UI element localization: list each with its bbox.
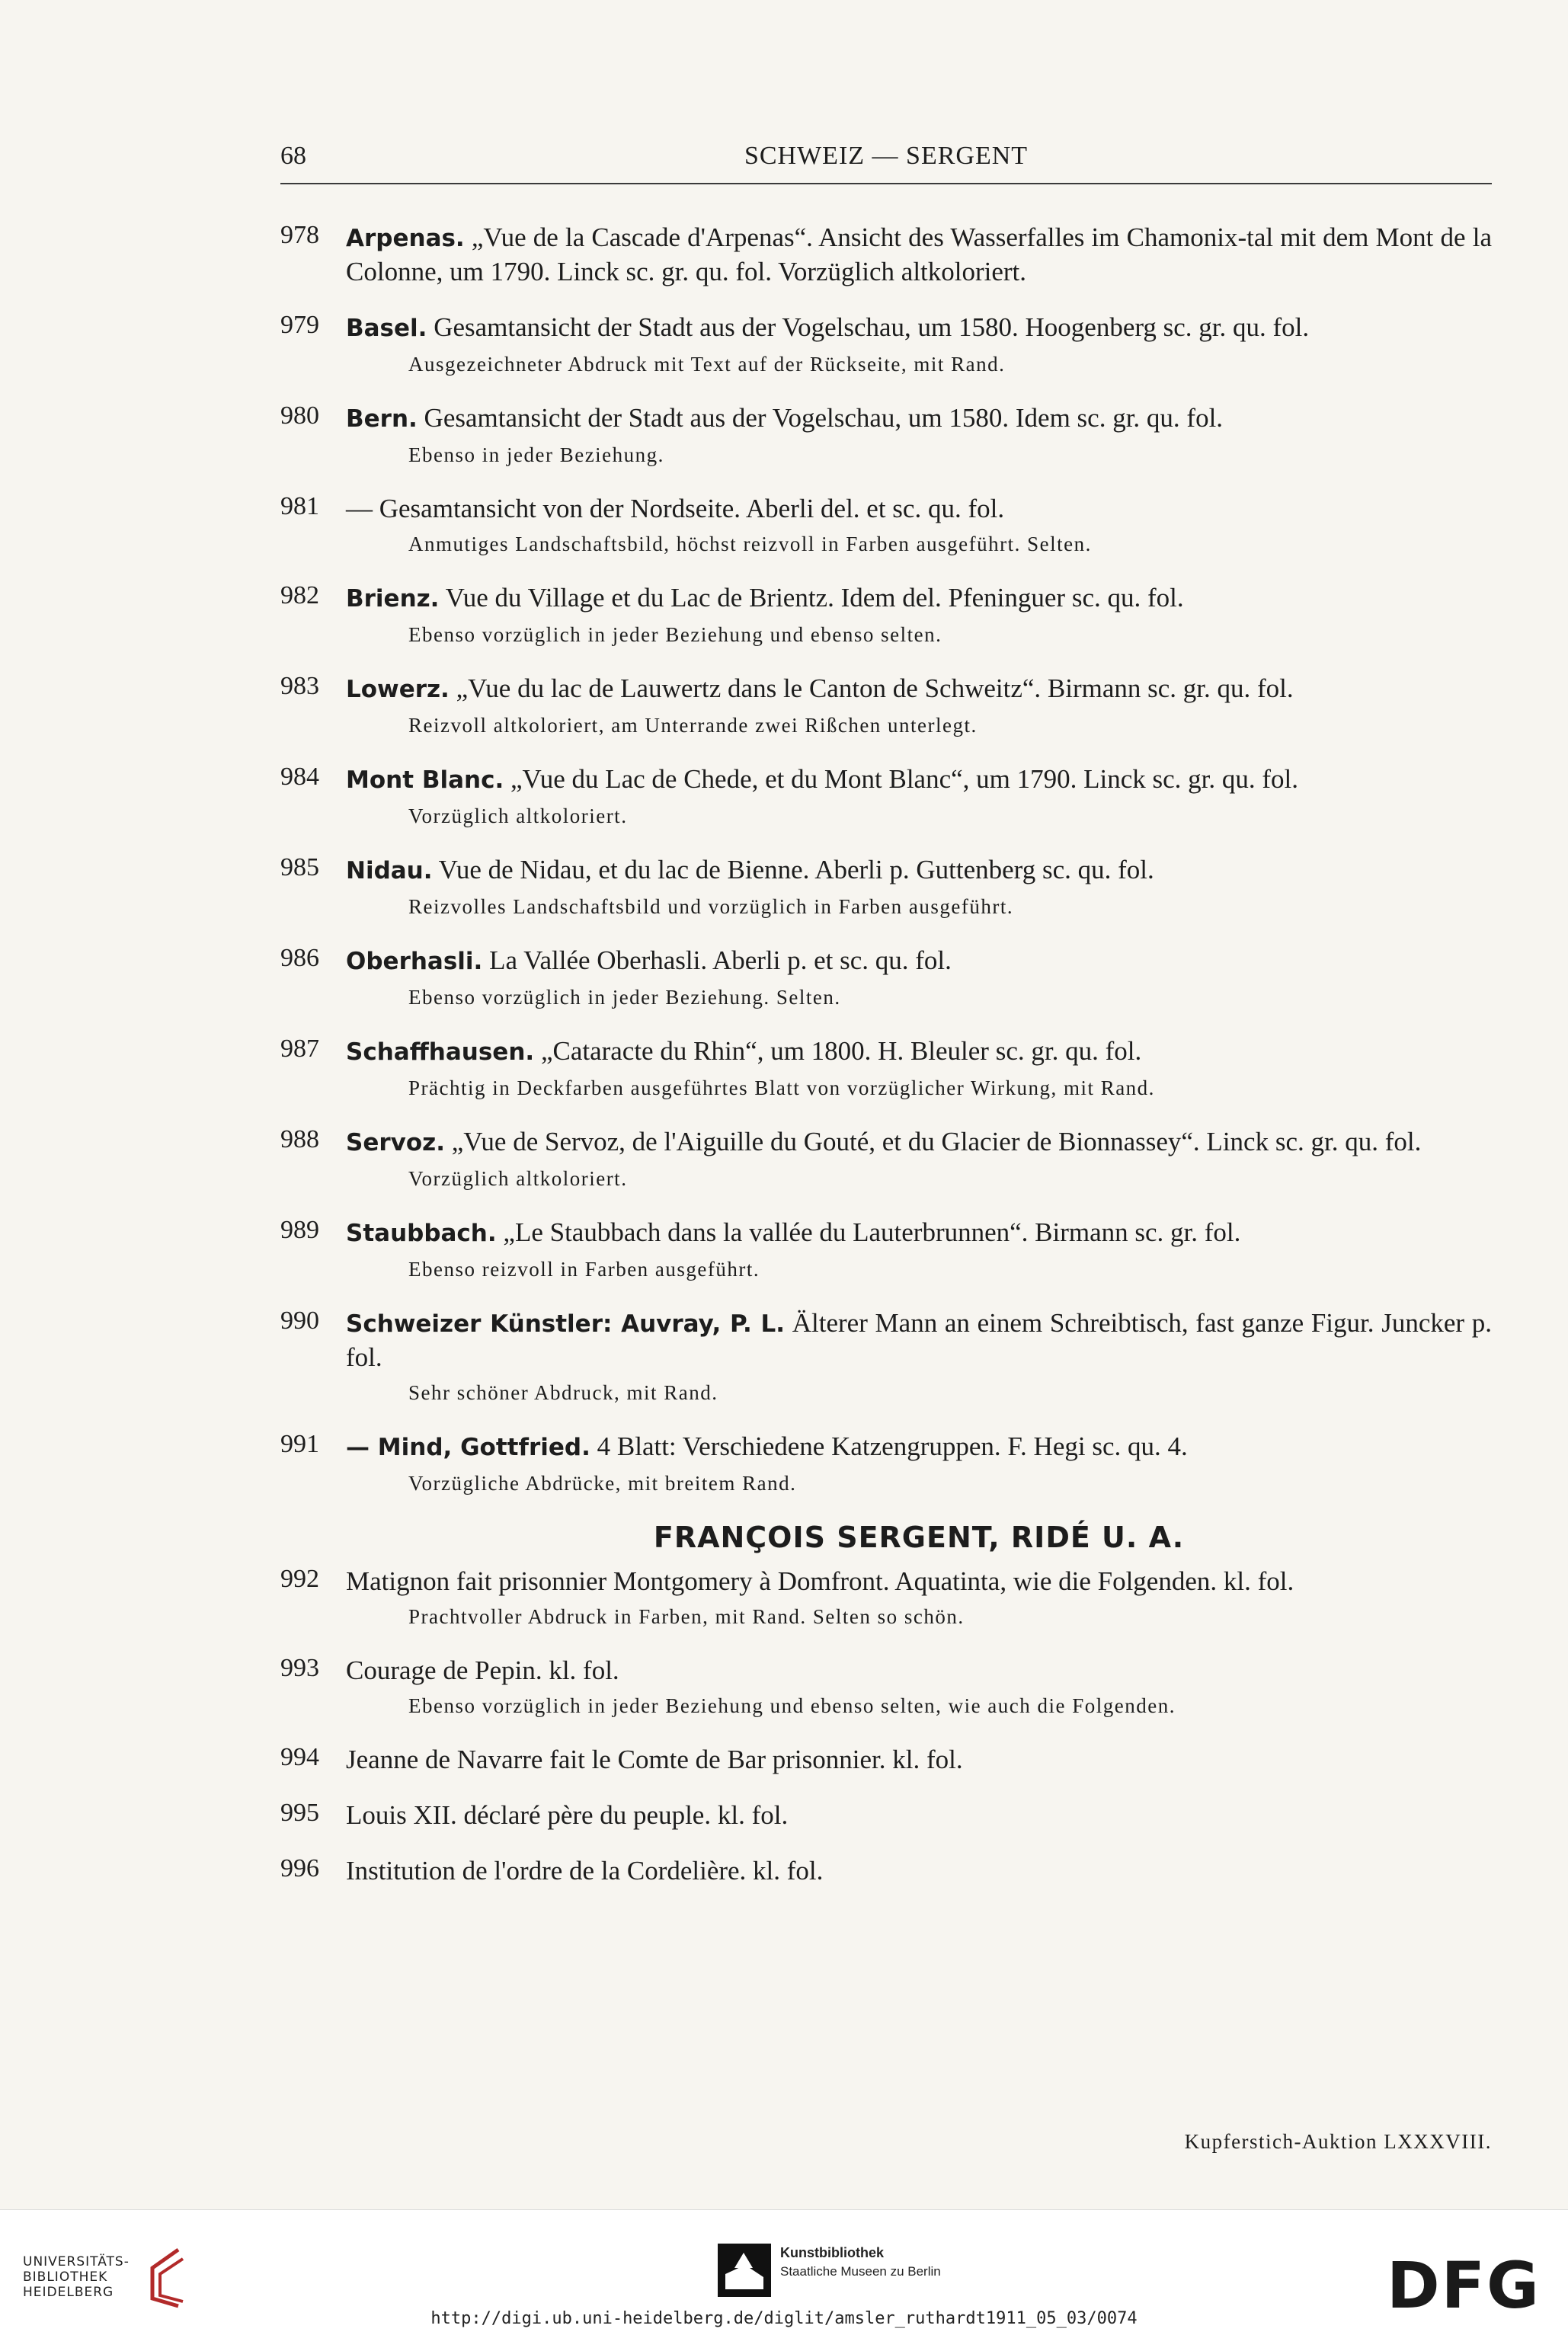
entry-number: 985 <box>280 853 319 881</box>
catalog-entry <box>280 672 1492 740</box>
entry-text: Älterer Mann an einem Schreibtisch, fast ganze Figur. Juncker p. fol. <box>346 1308 1492 1372</box>
entry-text: „Le Staubbach dans la vallée du Lauterbrunnen“. Birmann sc. gr. fol. <box>496 1217 1241 1247</box>
entry-keyword: Oberhasli. <box>346 948 483 975</box>
university-library-label <box>23 2254 130 2300</box>
page-header <box>280 142 1492 184</box>
entry-description <box>346 581 1492 616</box>
entry-description <box>346 311 1492 345</box>
entry-description <box>346 1035 1492 1069</box>
entry-note: Prächtig in Deckfarben ausgeführtes Blatt von vorzüglicher Wirkung, mit Rand. <box>408 1076 1155 1099</box>
entry-number: 992 <box>280 1565 319 1593</box>
entry-description <box>346 1799 1492 1831</box>
catalog-entry <box>280 1854 1492 1887</box>
entry-keyword: Nidau. <box>346 857 433 884</box>
entry-text: „Vue de Servoz, de l'Aiguille du Gouté, et du Glacier de Bionnassey“. Linck sc. gr. qu. fol. <box>444 1127 1422 1156</box>
kunstbibliothek-subtitle: Staatliche Museen zu Berlin <box>780 2264 941 2279</box>
entry-keyword: Arpenas. <box>346 225 465 252</box>
entry-description <box>346 1307 1492 1374</box>
entry-description <box>346 1743 1492 1776</box>
university-logo-icon <box>142 2245 187 2311</box>
entry-keyword: Bern. <box>346 405 418 433</box>
dfg-logo: DFG <box>1386 2248 1541 2323</box>
entry-text: „Vue de la Cascade d'Arpenas“. Ansicht des Wasserfalles im Chamonix-tal mit dem Mont de la Colonne, um 1790. Linck sc. gr. qu. fol. Vorzüglich altkoloriert. <box>346 222 1492 286</box>
entry-note: Ebenso vorzüglich in jeder Beziehung und ebenso selten. <box>408 623 942 646</box>
catalog-entry <box>280 1743 1492 1776</box>
entry-note: Ebenso in jeder Beziehung. <box>408 443 664 466</box>
university-line-1: UNIVERSITÄTS- <box>23 2254 130 2269</box>
catalog-entry <box>280 401 1492 469</box>
entry-note: Vorzüglich altkoloriert. <box>408 1167 628 1190</box>
entry-description <box>346 492 1492 525</box>
entry-text: „Vue du lac de Lauwertz dans le Canton de Schweitz“. Birmann sc. gr. qu. fol. <box>449 673 1294 703</box>
entry-text: La Vallée Oberhasli. Aberli p. et sc. qu. fol. <box>482 945 952 975</box>
entry-list <box>280 221 1492 1910</box>
catalog-entry <box>280 944 1492 1012</box>
entry-note: Ebenso vorzüglich in jeder Beziehung. Selten. <box>408 986 841 1009</box>
entry-keyword: Mont Blanc. <box>346 766 504 794</box>
entry-number: 987 <box>280 1035 319 1063</box>
entry-note: Ausgezeichneter Abdruck mit Text auf der Rückseite, mit Rand. <box>408 353 1006 376</box>
entry-keyword: Brienz. <box>346 585 440 613</box>
entry-text: Jeanne de Navarre fait le Comte de Bar prisonnier. kl. fol. <box>346 1745 963 1774</box>
entry-keyword: Lowerz. <box>346 676 450 703</box>
catalog-entry <box>280 1430 1492 1498</box>
entry-text: 4 Blatt: Verschiedene Katzengruppen. F. Hegi sc. qu. 4. <box>590 1431 1188 1461</box>
entry-number: 994 <box>280 1743 319 1771</box>
permalink-url[interactable]: http://digi.ub.uni-heidelberg.de/diglit/amsler_ruthardt1911_05_03/0074 <box>430 2309 1138 2328</box>
catalog-entry <box>280 311 1492 379</box>
entry-text: Institution de l'ordre de la Cordelière. kl. fol. <box>346 1856 824 1886</box>
entry-number: 990 <box>280 1307 319 1335</box>
entry-note: Sehr schöner Abdruck, mit Rand. <box>408 1381 718 1404</box>
entry-text: Vue du Village et du Lac de Brientz. Idem del. Pfeninguer sc. qu. fol. <box>439 583 1184 613</box>
catalog-entry <box>280 581 1492 649</box>
entry-text: Vue de Nidau, et du lac de Bienne. Aberli p. Guttenberg sc. qu. fol. <box>432 855 1154 884</box>
entry-note: Prachtvoller Abdruck in Farben, mit Rand. Selten so schön. <box>408 1605 965 1628</box>
entry-description <box>346 221 1492 288</box>
catalog-entry <box>280 1565 1492 1631</box>
entry-description <box>346 1125 1492 1160</box>
catalog-entry <box>280 853 1492 921</box>
entry-keyword: — Mind, Gottfried. <box>346 1434 590 1461</box>
catalog-entry <box>280 763 1492 830</box>
entry-description <box>346 853 1492 888</box>
entry-text: Gesamtansicht der Stadt aus der Vogelschau, um 1580. Idem sc. gr. qu. fol. <box>417 403 1224 433</box>
entry-text: Matignon fait prisonnier Montgomery à Domfront. Aquatinta, wie die Folgenden. kl. fol. <box>346 1566 1294 1596</box>
entry-description <box>346 1565 1492 1598</box>
entry-text: Louis XII. déclaré père du peuple. kl. fol. <box>346 1800 789 1830</box>
entry-text: Courage de Pepin. kl. fol. <box>346 1655 619 1685</box>
university-line-3: HEIDELBERG <box>23 2285 114 2300</box>
viewer-footer <box>0 2209 1568 2335</box>
entry-keyword: Schweizer Künstler: Auvray, P. L. <box>346 1310 786 1338</box>
entry-number: 993 <box>280 1654 319 1682</box>
entry-description <box>346 1216 1492 1250</box>
entry-keyword: Schaffhausen. <box>346 1038 535 1066</box>
page-number: 68 <box>280 142 306 170</box>
section-title: FRANÇOIS SERGENT, RIDÉ U. A. <box>653 1521 1185 1554</box>
entry-text: Gesamtansicht der Stadt aus der Vogelschau, um 1580. Hoogenberg sc. gr. qu. fol. <box>427 312 1310 342</box>
entry-description <box>346 1854 1492 1887</box>
entry-number: 979 <box>280 311 319 339</box>
entry-note: Reizvoll altkoloriert, am Unterrande zwei Rißchen unterlegt. <box>408 714 978 737</box>
entry-number: 981 <box>280 492 319 520</box>
catalog-footer: Kupferstich-Auktion LXXXVIII. <box>1184 2130 1492 2153</box>
entry-description <box>346 401 1492 436</box>
entry-keyword: Basel. <box>346 315 427 342</box>
entry-note: Anmutiges Landschaftsbild, höchst reizvoll in Farben ausgeführt. Selten. <box>408 533 1092 555</box>
entry-number: 986 <box>280 944 319 972</box>
entry-keyword: Staubbach. <box>346 1220 497 1247</box>
entry-description <box>346 1430 1492 1464</box>
entry-number: 989 <box>280 1216 319 1244</box>
entry-number: 991 <box>280 1430 319 1458</box>
catalog-entry <box>280 1216 1492 1284</box>
entry-description <box>346 763 1492 797</box>
entry-description <box>346 1654 1492 1687</box>
catalog-entry <box>280 1125 1492 1193</box>
catalog-entry <box>280 1799 1492 1831</box>
entry-text: „Cataracte du Rhin“, um 1800. H. Bleuler sc. gr. qu. fol. <box>534 1036 1142 1066</box>
entry-note: Ebenso reizvoll in Farben ausgeführt. <box>408 1258 760 1281</box>
entry-note: Vorzüglich altkoloriert. <box>408 804 628 827</box>
entry-number: 988 <box>280 1125 319 1153</box>
entry-number: 984 <box>280 763 319 791</box>
entry-note: Ebenso vorzüglich in jeder Beziehung und ebenso selten, wie auch die Folgenden. <box>408 1694 1176 1717</box>
catalog-entry <box>280 1307 1492 1407</box>
kunstbibliothek-title: Kunstbibliothek <box>780 2245 884 2260</box>
entry-number: 978 <box>280 221 319 249</box>
entry-text: — Gesamtansicht von der Nordseite. Aberli del. et sc. qu. fol. <box>346 494 1005 523</box>
entry-note: Reizvolles Landschaftsbild und vorzüglich in Farben ausgeführt. <box>408 895 1014 918</box>
catalog-entry <box>280 1654 1492 1720</box>
kunstbibliothek-logo-icon <box>718 2244 771 2297</box>
university-line-2: BIBLIOTHEK <box>23 2269 108 2285</box>
entry-description <box>346 944 1492 978</box>
entry-number: 983 <box>280 672 319 700</box>
catalog-entry <box>280 221 1492 288</box>
entry-number: 996 <box>280 1854 319 1882</box>
entry-number: 980 <box>280 401 319 430</box>
entry-note: Vorzügliche Abdrücke, mit breitem Rand. <box>408 1472 797 1495</box>
entry-description <box>346 672 1492 706</box>
entry-number: 995 <box>280 1799 319 1827</box>
entry-text: „Vue du Lac de Chede, et du Mont Blanc“, um 1790. Linck sc. gr. qu. fol. <box>504 764 1299 794</box>
catalog-entry <box>280 492 1492 558</box>
entry-keyword: Servoz. <box>346 1129 445 1156</box>
running-title: SCHWEIZ — SERGENT <box>744 142 1029 170</box>
catalog-entry <box>280 1035 1492 1102</box>
kunstbibliothek-label <box>780 2244 941 2281</box>
entry-number: 982 <box>280 581 319 609</box>
